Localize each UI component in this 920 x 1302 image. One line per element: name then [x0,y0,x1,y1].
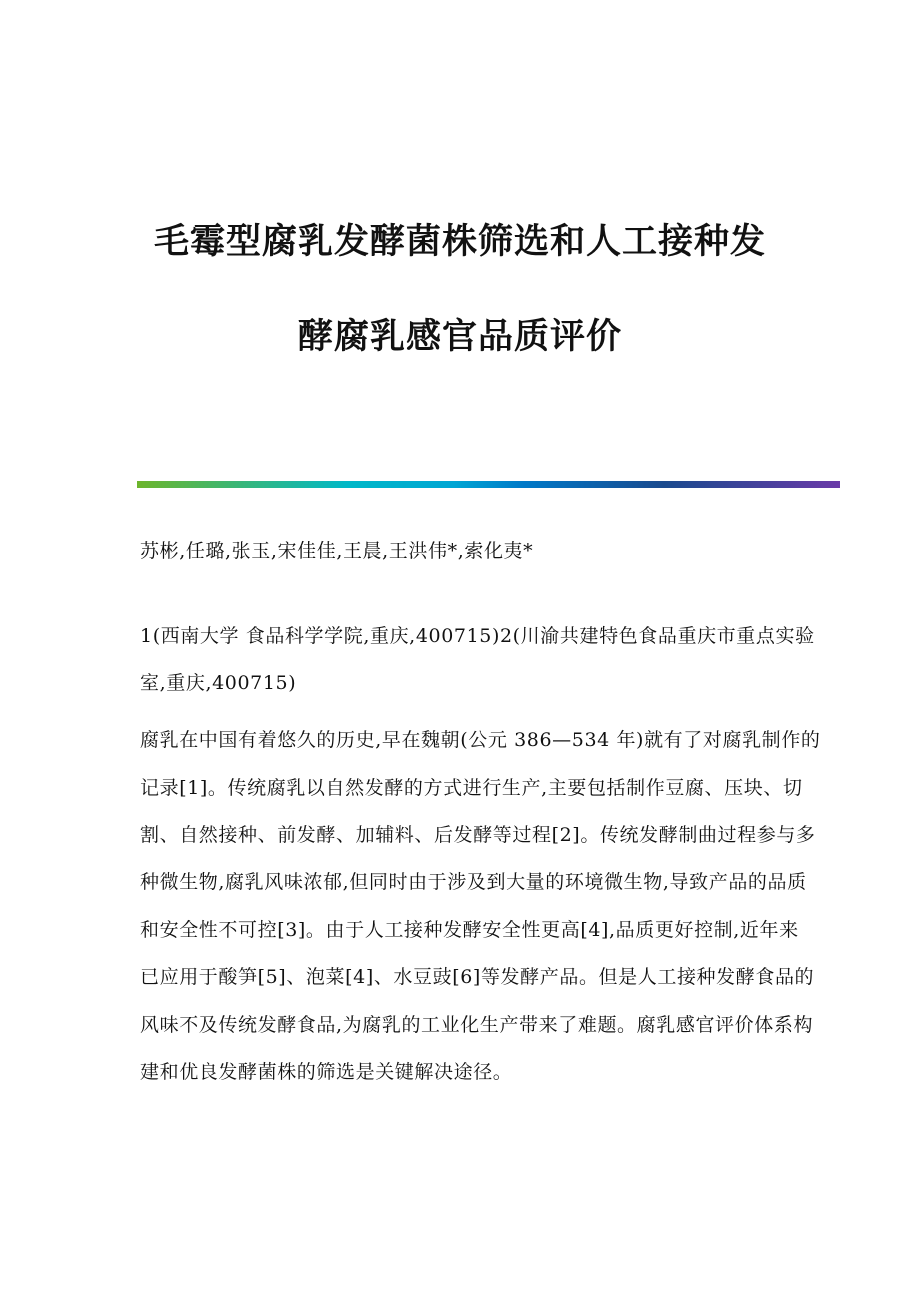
affiliation-line: 1(西南大学 食品科学学院,重庆,400715)2(川渝共建特色食品重庆市重点实验 [140,625,815,647]
document-title-line-1: 毛霉型腐乳发酵菌株筛选和人工接种发 [153,221,766,262]
body-line: 腐乳在中国有着悠久的历史,早在魏朝(公元 386—534 年)就有了对腐乳制作的 [140,729,821,751]
affiliation-line: 室,重庆,400715) [140,672,297,694]
body-line: 和安全性不可控[3]。由于人工接种发酵安全性更高[4],品质更好控制,近年来 [140,919,799,941]
authors: 苏彬,任璐,张玉,宋佳佳,王晨,王洪伟*,索化夷* [140,540,534,562]
body-line: 种微生物,腐乳风味浓郁,但同时由于涉及到大量的环境微生物,导致产品的品质 [140,871,807,893]
body-line: 已应用于酸笋[5]、泡菜[4]、水豆豉[6]等发酵产品。但是人工接种发酵食品的 [140,966,815,988]
body-line: 割、自然接种、前发酵、加辅料、后发酵等过程[2]。传统发酵制曲过程参与多 [140,824,816,846]
body-line: 建和优良发酵菌株的筛选是关键解决途径。 [140,1061,513,1083]
body-line: 记录[1]。传统腐乳以自然发酵的方式进行生产,主要包括制作豆腐、压块、切 [140,777,803,799]
body-line: 风味不及传统发酵食品,为腐乳的工业化生产带来了难题。腐乳感官评价体系构 [140,1014,814,1036]
gradient-divider [137,481,840,488]
document-title-line-2: 酵腐乳感官品质评价 [297,316,622,357]
